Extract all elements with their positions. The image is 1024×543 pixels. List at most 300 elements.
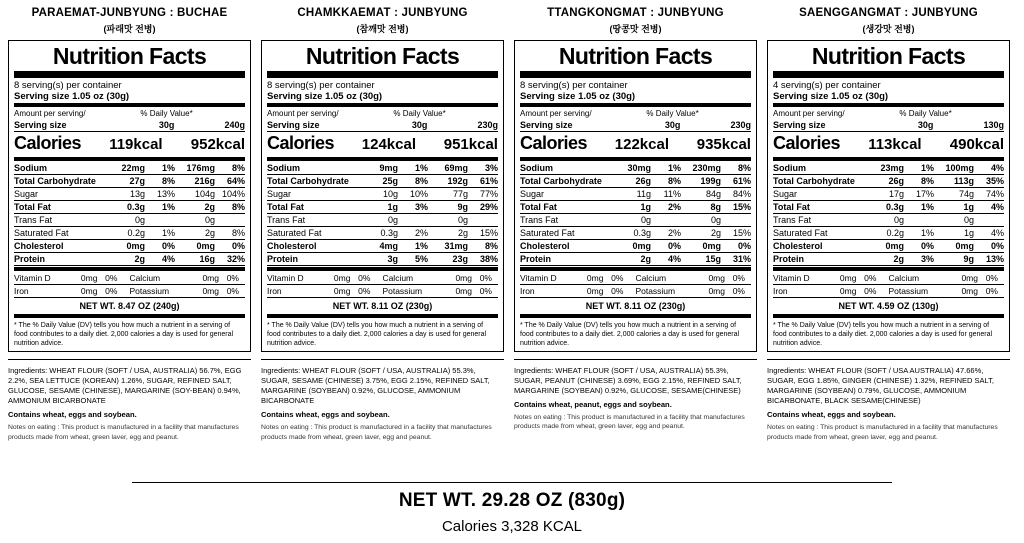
nutrient-dv-serving: 1% xyxy=(920,162,934,173)
divider-medium xyxy=(773,267,1004,271)
row-divider xyxy=(14,265,245,266)
divider-medium xyxy=(14,103,245,107)
nutrient-dv-container: 31% xyxy=(732,253,751,264)
divider-medium xyxy=(520,157,751,161)
nutrient-dv-container: 64% xyxy=(226,175,245,186)
nutrient-dv-container: 0% xyxy=(990,240,1004,251)
vitamin-dv-2: 0% xyxy=(479,285,492,296)
vitamin-name-2: Calcium xyxy=(888,272,920,283)
nutrient-dv-container: 38% xyxy=(479,253,498,264)
serving-size: Serving size 1.05 oz (30g) xyxy=(773,90,889,102)
panel-subtitle-korean: (참깨맛 전병) xyxy=(356,24,409,35)
nutrition-panel xyxy=(261,6,504,442)
vitamin-table xyxy=(14,272,245,298)
nutrient-dv-serving: 13% xyxy=(156,188,175,199)
nutrient-name: Saturated Fat xyxy=(520,227,575,238)
header-amount-per-serving: Amount per serving/ xyxy=(14,108,86,118)
vitamin-name-2: Calcium xyxy=(129,272,161,283)
daily-value-footnote: * The % Daily Value (DV) tells you how much a nutrient in a serving of food contributes to a daily diet. 2,000 calories a day is used for general nutrition advice. xyxy=(14,321,234,348)
divider-medium xyxy=(773,314,1004,318)
nutrient-amount-serving: 0g xyxy=(640,214,651,225)
ingredients-text: Ingredients: WHEAT FLOUR (SOFT / USA, AUSTRALIA) 55.3%, SUGAR, SESAME (CHINESE) 3.75%, EGG 2.15%, REFINED SALT, MARGARINE (SOYBEAN) 0.92%, GLUCOSE, AMMONIUM BICARBONATE xyxy=(261,359,504,407)
vitamin-name-1: Vitamin D xyxy=(773,272,810,283)
nutrient-dv-serving: 2% xyxy=(414,227,428,238)
nutrient-dv-serving: 1% xyxy=(667,162,681,173)
nutrient-dv-serving: 8% xyxy=(667,175,681,186)
nutrient-dv-container: 0% xyxy=(737,240,751,251)
nutrient-row-separator xyxy=(14,265,245,266)
nutrient-dv-container: 29% xyxy=(479,201,498,212)
calories-per-container: 951kcal xyxy=(443,135,498,153)
nutrient-dv-container xyxy=(215,213,245,226)
nutrient-amount-container: 23g xyxy=(452,253,468,264)
nutrient-name: Protein xyxy=(267,253,299,264)
calories-per-serving: 113kcal xyxy=(868,135,922,153)
nutrient-row xyxy=(14,187,245,200)
panel-title: TTANGKONGMAT : JUNBYUNG xyxy=(547,7,724,19)
nutrient-name: Cholesterol xyxy=(14,240,64,251)
vitamin-dv-2: 0% xyxy=(479,272,492,283)
vitamin-dv-1: 0% xyxy=(864,285,877,296)
header-column-a: 30g xyxy=(411,119,428,130)
nutrient-name: Total Carbohydrate xyxy=(520,175,602,186)
vitamin-value-2: 0mg xyxy=(961,285,978,296)
nutrition-header-table xyxy=(520,108,751,131)
panel-title: SAENGGANGMAT : JUNBYUNG xyxy=(799,7,978,19)
vitamin-dv-1: 0% xyxy=(611,285,624,296)
vitamin-dv-2: 0% xyxy=(985,285,998,296)
nutrient-name: Protein xyxy=(14,253,46,264)
nutrient-dv-container: 35% xyxy=(985,175,1004,186)
nutrient-dv-serving: 1% xyxy=(920,201,934,212)
header-serving-size-label: Serving size xyxy=(520,119,573,130)
nutrient-amount-container: 0mg xyxy=(955,240,974,251)
calories-label: Calories xyxy=(267,132,335,153)
daily-value-footnote: * The % Daily Value (DV) tells you how much a nutrient in a serving of food contributes to a daily diet. 2,000 calories a day is used for general nutrition advice. xyxy=(773,321,993,348)
servings-per-container: 8 serving(s) per container xyxy=(520,79,628,91)
vitamin-name-2: Potassium xyxy=(635,285,676,296)
nutrient-amount-container: 16g xyxy=(199,253,215,264)
nutrition-facts-box xyxy=(767,40,1010,351)
nutrient-amount-container: 0mg xyxy=(702,240,721,251)
nutrient-name: Cholesterol xyxy=(520,240,570,251)
divider-thick xyxy=(14,71,245,78)
nutrient-row xyxy=(520,252,751,265)
header-amount-per-serving: Amount per serving/ xyxy=(267,108,339,118)
nutrient-amount-container: 9g xyxy=(457,201,468,212)
nutrient-table xyxy=(267,162,498,266)
serving-size: Serving size 1.05 oz (30g) xyxy=(267,90,383,102)
nutrient-amount-container: 0g xyxy=(710,214,721,225)
nutrient-amount-serving: 0g xyxy=(387,214,398,225)
header-column-b: 230g xyxy=(730,119,751,130)
nutrient-amount-container: 192g xyxy=(447,175,468,186)
allergen-contains-text: Contains wheat, peanut, eggs and soybean. xyxy=(514,400,672,410)
vitamin-row xyxy=(267,284,498,297)
nutrient-amount-container: 0g xyxy=(457,214,468,225)
calories-label: Calories xyxy=(14,132,82,153)
header-daily-value: % Daily Value* xyxy=(140,108,193,118)
vitamin-name-2: Calcium xyxy=(382,272,414,283)
nutrient-amount-container: 2g xyxy=(204,201,215,212)
header-column-b: 130g xyxy=(983,119,1004,130)
nutrient-amount-serving: 26g xyxy=(888,175,904,186)
servings-per-container: 8 serving(s) per container xyxy=(267,79,375,91)
panel-net-weight: NET WT. 8.47 OZ (240g) xyxy=(79,300,180,311)
panel-net-weight: NET WT. 4.59 OZ (130g) xyxy=(838,300,939,311)
vitamin-row xyxy=(773,272,1004,284)
sheet-footer xyxy=(0,482,1024,535)
nutrition-facts-box xyxy=(261,40,504,351)
nutrient-amount-serving: 0.3g xyxy=(380,227,398,238)
nutrient-dv-serving: 1% xyxy=(414,162,428,173)
notes-on-eating-text: Notes on eating : This product is manufactured in a facility that manufactures products made from wheat, green laver, egg and peanut. xyxy=(767,424,998,441)
nutrient-dv-container: 84% xyxy=(732,188,751,199)
nutrient-name: Total Fat xyxy=(773,201,810,212)
nutrient-dv-serving: 3% xyxy=(920,253,934,264)
nutrient-dv-container xyxy=(468,213,498,226)
nutrient-name: Sodium xyxy=(773,162,806,173)
nutrient-name: Protein xyxy=(773,253,805,264)
panels-container xyxy=(8,6,1016,442)
vitamin-name-2: Potassium xyxy=(888,285,929,296)
nutrient-name: Total Fat xyxy=(267,201,304,212)
nutrient-amount-serving: 22mg xyxy=(121,162,145,173)
header-serving-size-label: Serving size xyxy=(14,119,67,130)
nutrient-dv-serving: 2% xyxy=(667,227,681,238)
nutrient-name: Total Carbohydrate xyxy=(14,175,96,186)
calories-per-serving: 122kcal xyxy=(614,135,670,153)
header-column-b: 240g xyxy=(224,119,245,130)
divider-medium xyxy=(267,267,498,271)
vitamin-value-2: 0mg xyxy=(202,272,219,283)
nutrient-amount-serving: 25g xyxy=(382,175,398,186)
servings-per-container: 8 serving(s) per container xyxy=(14,79,122,91)
nutrient-row xyxy=(14,213,245,226)
nutrient-row xyxy=(267,200,498,213)
vitamin-name-2: Calcium xyxy=(635,272,667,283)
total-calories: Calories 3,328 KCAL xyxy=(441,518,583,535)
panel-net-weight: NET WT. 8.11 OZ (230g) xyxy=(585,300,686,311)
nutrient-dv-container: 4% xyxy=(990,201,1004,212)
header-amount-per-serving: Amount per serving/ xyxy=(773,108,845,118)
nutrient-amount-serving: 2g xyxy=(134,253,145,264)
vitamin-name-2: Potassium xyxy=(129,285,170,296)
nutrient-amount-container: 1g xyxy=(963,227,974,238)
nutrient-amount-serving: 1g xyxy=(640,201,651,212)
nutrient-amount-container: 230mg xyxy=(692,162,721,173)
calories-row xyxy=(14,132,245,156)
nutrient-amount-container: 199g xyxy=(700,175,721,186)
divider-medium xyxy=(520,267,751,271)
nutrient-row xyxy=(14,200,245,213)
divider-medium xyxy=(267,314,498,318)
nutrient-dv-container: 8% xyxy=(231,201,245,212)
vitamin-dv-1: 0% xyxy=(864,272,877,283)
nutrition-panel xyxy=(8,6,251,442)
nutrient-amount-container: 2g xyxy=(457,227,468,238)
nutrient-amount-serving: 0.2g xyxy=(886,227,904,238)
nutrient-row xyxy=(267,239,498,252)
header-daily-value: % Daily Value* xyxy=(393,108,446,118)
vitamin-value-1: 0mg xyxy=(586,285,604,296)
nutrient-row xyxy=(773,187,1004,200)
nutrient-dv-container: 61% xyxy=(732,175,751,186)
nutrient-name: Trans Fat xyxy=(267,214,306,225)
nutrient-row xyxy=(14,252,245,265)
nutrient-amount-container: 0g xyxy=(204,214,215,225)
vitamin-dv-2: 0% xyxy=(226,285,239,296)
row-divider xyxy=(773,265,1004,266)
vitamin-value-1: 0mg xyxy=(839,285,857,296)
nutrient-name: Saturated Fat xyxy=(773,227,828,238)
nutrient-row xyxy=(520,226,751,239)
divider-medium xyxy=(14,157,245,161)
vitamin-row xyxy=(14,284,245,297)
nutrient-amount-container: 77g xyxy=(452,188,468,199)
nutrient-amount-container: 84g xyxy=(705,188,721,199)
panel-title: PARAEMAT-JUNBYUNG : BUCHAE xyxy=(31,7,228,19)
vitamin-dv-1: 0% xyxy=(611,272,624,283)
nutrition-facts-box xyxy=(8,40,251,351)
nutrient-name: Saturated Fat xyxy=(267,227,322,238)
panel-subtitle-korean: (파래맛 전병) xyxy=(103,24,156,35)
nutrient-amount-serving: 0g xyxy=(893,214,904,225)
vitamin-dv-2: 0% xyxy=(732,285,745,296)
nutrient-dv-container: 8% xyxy=(231,162,245,173)
nutrient-row xyxy=(520,174,751,187)
nutrient-row-separator xyxy=(520,265,751,266)
nutrient-table xyxy=(773,162,1004,266)
nutrition-panel xyxy=(767,6,1010,442)
vitamin-value-1: 0mg xyxy=(333,285,351,296)
calories-per-container: 952kcal xyxy=(190,135,245,153)
nutrition-facts-box xyxy=(514,40,757,351)
nutrient-dv-container: 4% xyxy=(990,162,1004,173)
nutrient-name: Sugar xyxy=(520,188,545,199)
nutrient-row xyxy=(773,213,1004,226)
vitamin-table xyxy=(520,272,751,298)
calories-row xyxy=(773,132,1004,156)
panel-subtitle-korean: (생강맛 전병) xyxy=(862,24,915,35)
nutrient-row xyxy=(520,239,751,252)
nutrient-amount-serving: 0mg xyxy=(126,240,145,251)
divider-medium xyxy=(773,103,1004,107)
vitamin-value-2: 0mg xyxy=(708,285,725,296)
ingredients-text: Ingredients: WHEAT FLOUR (SOFT / USA, AUSTRALIA) 55.3%, SUGAR, PEANUT (CHINESE) 3.69%, EGG 2.15%, REFINED SALT, MARGARINE (SOYBEAN) 0.92%, GLUCOSE, SESAME(CHINESE) xyxy=(514,359,757,396)
vitamin-dv-2: 0% xyxy=(226,272,239,283)
nutrient-name: Sodium xyxy=(267,162,300,173)
nutrient-amount-container: 74g xyxy=(958,188,974,199)
nutrient-amount-serving: 0g xyxy=(134,214,145,225)
nutrient-amount-serving: 10g xyxy=(382,188,398,199)
vitamin-table xyxy=(773,272,1004,298)
servings-per-container: 4 serving(s) per container xyxy=(773,79,881,91)
divider-medium xyxy=(520,314,751,318)
divider-thick xyxy=(520,71,751,78)
nutrient-table xyxy=(14,162,245,266)
nutrient-dv-serving: 1% xyxy=(920,227,934,238)
nutrient-name: Total Carbohydrate xyxy=(773,175,855,186)
footer-divider xyxy=(132,482,892,483)
nutrient-dv-serving: 1% xyxy=(161,227,175,238)
vitamin-name-1: Iron xyxy=(773,285,788,296)
nutrient-name: Total Fat xyxy=(14,201,51,212)
nutrient-amount-serving: 26g xyxy=(635,175,651,186)
nutrient-dv-container: 61% xyxy=(479,175,498,186)
vitamin-value-1: 0mg xyxy=(586,272,604,283)
nutrient-amount-serving: 9mg xyxy=(379,162,398,173)
nutrient-dv-container: 13% xyxy=(985,253,1004,264)
nutrient-dv-serving xyxy=(904,213,934,226)
nutrient-row xyxy=(14,226,245,239)
nutrient-dv-container: 15% xyxy=(732,201,751,212)
vitamin-name-1: Iron xyxy=(14,285,29,296)
header-daily-value: % Daily Value* xyxy=(646,108,699,118)
nutrient-amount-serving: 0.2g xyxy=(127,227,145,238)
nutrient-dv-serving: 4% xyxy=(667,253,681,264)
nutrient-dv-serving: 8% xyxy=(161,175,175,186)
nutrient-dv-container: 3% xyxy=(484,162,498,173)
header-serving-size-label: Serving size xyxy=(267,119,320,130)
nutrient-dv-serving xyxy=(651,213,681,226)
nutrient-amount-serving: 30mg xyxy=(627,162,651,173)
nutrient-row xyxy=(520,187,751,200)
header-amount-per-serving: Amount per serving/ xyxy=(520,108,592,118)
header-daily-value: % Daily Value* xyxy=(899,108,952,118)
nutrient-dv-container: 77% xyxy=(479,188,498,199)
nutrition-facts-heading: Nutrition Facts xyxy=(558,43,713,70)
vitamin-table xyxy=(267,272,498,298)
vitamin-dv-2: 0% xyxy=(732,272,745,283)
nutrient-row xyxy=(267,213,498,226)
nutrient-row xyxy=(14,162,245,174)
nutrient-row xyxy=(267,187,498,200)
nutrition-header-table xyxy=(267,108,498,131)
divider-medium xyxy=(267,157,498,161)
nutrient-dv-container: 15% xyxy=(479,227,498,238)
nutrient-dv-container: 4% xyxy=(990,227,1004,238)
nutrient-amount-container: 113g xyxy=(953,175,974,186)
nutrient-row xyxy=(520,213,751,226)
divider-medium xyxy=(267,103,498,107)
vitamin-row xyxy=(520,284,751,297)
nutrient-row xyxy=(14,239,245,252)
header-column-a: 30g xyxy=(158,119,175,130)
nutrient-row xyxy=(773,226,1004,239)
nutrient-amount-container: 176mg xyxy=(186,162,215,173)
calories-per-serving: 124kcal xyxy=(361,135,417,153)
nutrient-amount-serving: 0mg xyxy=(885,240,904,251)
nutrition-header-table xyxy=(14,108,245,131)
vitamin-name-1: Vitamin D xyxy=(267,272,304,283)
nutrient-name: Saturated Fat xyxy=(14,227,69,238)
daily-value-footnote: * The % Daily Value (DV) tells you how much a nutrient in a serving of food contributes to a daily diet. 2,000 calories a day is used for general nutrition advice. xyxy=(267,321,487,348)
nutrient-dv-serving: 0% xyxy=(667,240,681,251)
nutrient-amount-container: 2g xyxy=(204,227,215,238)
vitamin-dv-1: 0% xyxy=(358,285,371,296)
nutrient-amount-serving: 2g xyxy=(893,253,904,264)
nutrient-row xyxy=(520,200,751,213)
nutrient-dv-container: 8% xyxy=(737,162,751,173)
vitamin-row xyxy=(773,284,1004,297)
nutrient-amount-serving: 3g xyxy=(387,253,398,264)
nutrient-dv-serving: 3% xyxy=(414,201,428,212)
nutrient-dv-container: 32% xyxy=(226,253,245,264)
calories-row xyxy=(520,132,751,156)
nutrient-name: Sugar xyxy=(773,188,798,199)
nutrient-amount-container: 100mg xyxy=(945,162,974,173)
nutrient-dv-container: 0% xyxy=(231,240,245,251)
nutrient-name: Trans Fat xyxy=(773,214,812,225)
allergen-contains-text: Contains wheat, eggs and soybean. xyxy=(767,410,896,420)
nutrient-row xyxy=(773,239,1004,252)
nutrient-row xyxy=(267,174,498,187)
divider-medium xyxy=(520,103,751,107)
serving-size: Serving size 1.05 oz (30g) xyxy=(520,90,636,102)
nutrient-name: Trans Fat xyxy=(520,214,559,225)
nutrient-row xyxy=(520,162,751,174)
nutrient-dv-container: 8% xyxy=(484,240,498,251)
header-column-a: 30g xyxy=(664,119,681,130)
vitamin-dv-2: 0% xyxy=(985,272,998,283)
panel-subtitle-korean: (땅콩맛 전병) xyxy=(609,24,662,35)
daily-value-footnote: * The % Daily Value (DV) tells you how much a nutrient in a serving of food contributes to a daily diet. 2,000 calories a day is used for general nutrition advice. xyxy=(520,321,740,348)
notes-on-eating-text: Notes on eating : This product is manufactured in a facility that manufactures products made from wheat, green laver, egg and peanut. xyxy=(261,424,492,441)
nutrient-dv-serving: 1% xyxy=(414,240,428,251)
allergen-contains-text: Contains wheat, eggs and soybean. xyxy=(8,410,137,420)
divider-medium xyxy=(773,157,1004,161)
nutrition-facts-heading: Nutrition Facts xyxy=(811,43,966,70)
nutrient-name: Cholesterol xyxy=(773,240,823,251)
calories-label: Calories xyxy=(520,132,588,153)
vitamin-row xyxy=(267,272,498,284)
vitamin-row xyxy=(520,272,751,284)
nutrient-name: Sugar xyxy=(267,188,292,199)
nutrient-dv-serving: 0% xyxy=(920,240,934,251)
ingredients-text: Ingredients: WHEAT FLOUR (SOFT / USA, AUSTRALIA) 56.7%, EGG 2.2%, SEA LETTUCE (KOREAN) 1.26%, SUGAR, REFINED SALT, GLUCOSE, SESAME (CHINESE), MARGARINE (SOY-BEAN) 0.94%, AMMONIUM BICARBONATE xyxy=(8,359,251,407)
nutrient-amount-container: 104g xyxy=(194,188,215,199)
nutrient-name: Cholesterol xyxy=(267,240,317,251)
nutrition-panel xyxy=(514,6,757,432)
nutrient-dv-container: 8% xyxy=(231,227,245,238)
row-divider xyxy=(267,265,498,266)
calories-per-serving: 119kcal xyxy=(109,135,163,153)
total-net-weight: NET WT. 29.28 OZ (830g) xyxy=(398,490,626,511)
nutrient-amount-container: 216g xyxy=(194,175,215,186)
nutrient-table xyxy=(520,162,751,266)
nutrient-amount-container: 9g xyxy=(963,253,974,264)
header-column-a: 30g xyxy=(917,119,934,130)
divider-thick xyxy=(267,71,498,78)
nutrient-amount-serving: 13g xyxy=(129,188,145,199)
nutrient-row xyxy=(267,226,498,239)
nutrient-dv-container xyxy=(721,213,751,226)
nutrient-amount-serving: 23mg xyxy=(880,162,904,173)
vitamin-dv-1: 0% xyxy=(105,272,118,283)
panel-title: CHAMKKAEMAT : JUNBYUNG xyxy=(297,7,468,19)
header-column-b: 230g xyxy=(477,119,498,130)
nutrient-dv-container: 74% xyxy=(985,188,1004,199)
divider-medium xyxy=(14,267,245,271)
nutrient-amount-serving: 0mg xyxy=(632,240,651,251)
nutrient-name: Total Carbohydrate xyxy=(267,175,349,186)
vitamin-value-2: 0mg xyxy=(455,285,472,296)
nutrient-amount-container: 69mg xyxy=(444,162,468,173)
vitamin-name-1: Vitamin D xyxy=(14,272,51,283)
nutrient-amount-serving: 17g xyxy=(888,188,904,199)
vitamin-row xyxy=(14,272,245,284)
